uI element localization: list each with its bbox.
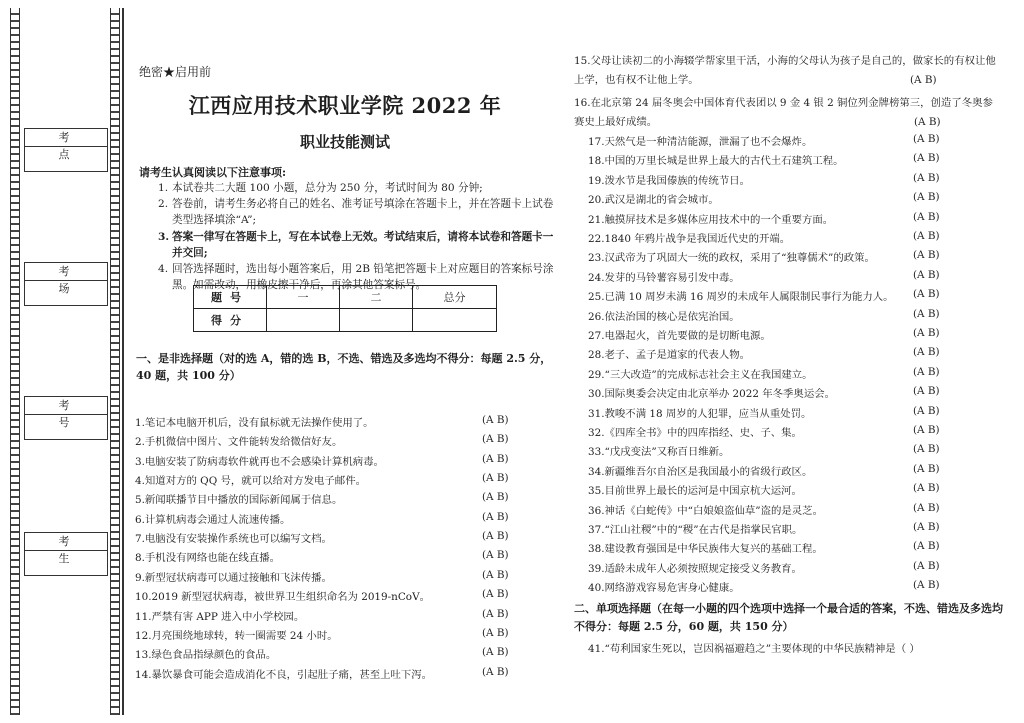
binding-rail-right [110, 8, 120, 715]
notice-item [158, 229, 556, 261]
question-text: 13.绿色食品指绿颜色的食品。 [135, 649, 277, 662]
question-options: (A B) [914, 113, 941, 132]
question-item [135, 414, 523, 429]
question-options: (A B) [913, 482, 940, 495]
exam-number-label: 考号 [25, 397, 107, 415]
question-text: 19.泼水节是我国傣族的传统节日。 [588, 174, 750, 187]
question-item [588, 308, 970, 323]
question-text: 26.依法治国的核心是依宪治国。 [588, 310, 740, 323]
question-options: (A B) [913, 365, 940, 378]
question-item [135, 666, 523, 681]
score-header-cell: 总分 [413, 286, 497, 309]
question-item [588, 288, 970, 303]
notice-item [158, 180, 556, 196]
question-item [588, 540, 970, 555]
score-table [193, 285, 497, 332]
question-item [588, 424, 970, 439]
question-options: (A B) [482, 452, 509, 465]
notice-item-number: 4. [158, 263, 169, 276]
candidate-label: 考生 [25, 533, 107, 551]
question-text: 32.《四库全书》中的四库指经、史、子、集。 [588, 427, 802, 439]
question-text: 40.网络游戏容易危害身心健康。 [588, 582, 740, 595]
question-options: (A B) [913, 559, 940, 572]
question-item [588, 579, 970, 594]
candidate-field [24, 532, 108, 576]
question-item [588, 405, 970, 420]
question-text: 31.教唆不满 18 周岁的人犯罪，应当从重处罚。 [588, 407, 812, 420]
question-text: 5.新闻联播节目中播放的国际新闻属于信息。 [135, 494, 343, 507]
question-item [135, 472, 523, 487]
question-options: (A B) [913, 385, 940, 398]
question-options: (A B) [482, 549, 509, 562]
question-options: (A B) [482, 626, 509, 639]
question-item [588, 172, 970, 187]
question-options: (A B) [913, 346, 940, 359]
question-text: 39.适龄未成年人必须按照规定接受义务教育。 [588, 562, 802, 575]
score-header-cell: 二 [340, 286, 413, 309]
question-item [588, 560, 970, 575]
question-item [135, 530, 523, 545]
section2-title: 二、单项选择题（在每一小题的四个选项中选择一个最合适的答案，不选、错选及多选均不得分：每题 2.5 分，60 题，共 150 分） [574, 602, 1003, 633]
score-table-header-row [194, 286, 497, 309]
notice-item-number: 1. [158, 182, 169, 194]
question-text: 25.已满 10 周岁未满 16 周岁的未成年人属限制民事行为能力人。 [588, 291, 894, 304]
binding-rail-left [10, 8, 20, 715]
question-text: 16.在北京第 24 届冬奥会中国体育代表团以 9 金 4 银 2 铜位列金牌榜第三，创造了冬奥参赛史上最好成绩。 [574, 97, 993, 128]
question-item [135, 511, 523, 526]
question-options: (A B) [482, 646, 509, 659]
question-text: 24.发芽的马铃薯容易引发中毒。 [588, 271, 740, 284]
question-text: 30.国际奥委会决定由北京举办 2022 年冬季奥运会。 [588, 388, 835, 401]
question-item [588, 152, 970, 167]
exam-site-label: 考点 [25, 129, 107, 147]
question-options: (A B) [913, 230, 940, 242]
exam-title: 江西应用技术职业学院 2022 年 [188, 93, 502, 118]
binding-edge-line [122, 8, 124, 715]
question-item [588, 463, 970, 478]
question-text: 2.手机微信中图片、文件能转发给微信好友。 [135, 436, 343, 449]
question-item [588, 269, 970, 284]
section1-title: 一、是非选择题（对的选 A，错的选 B，不选、错选及多选均不得分：每题 2.5 分，40 题，共 100 分） [136, 352, 552, 382]
exam-number-field [24, 396, 108, 440]
question-item [588, 230, 970, 245]
question-item [588, 191, 970, 206]
question-text: 36.神话《白蛇传》中“白娘娘盗仙草”盗的是灵芝。 [588, 504, 823, 517]
notice-item-text: 答卷前，请考生务必将自己的姓名、准考证号填涂在答题卡上，并在答题卡上试卷类型选择填涂“A”; [172, 198, 554, 227]
question-options: (A B) [913, 521, 940, 533]
question-text: 22.1840 年鸦片战争是我国近代史的开端。 [588, 233, 791, 245]
question-options: (A B) [913, 307, 940, 320]
secret-mark: 绝密★启用前 [139, 65, 212, 79]
question-options: (A B) [482, 530, 509, 543]
question-item [588, 346, 970, 361]
question-options: (A B) [913, 191, 940, 204]
question-item [588, 133, 970, 148]
score-cell [340, 309, 413, 332]
question-options: (A B) [913, 268, 940, 281]
question-options: (A B) [482, 414, 509, 426]
question-options: (A B) [482, 433, 509, 446]
question-options: (A B) [913, 152, 940, 165]
question-text: 20.武汉是湖北的省会城市。 [588, 194, 719, 207]
question-options: (A B) [913, 501, 940, 514]
question-41: 41.“苟利国家生死以，岂因祸福避趋之”主要体现的中华民族精神是（ ） [588, 643, 920, 655]
notice-item-text: 本试卷共二大题 100 小题，总分为 250 分，考试时间为 80 分钟; [172, 182, 483, 194]
question-text: 29.“三大改造”的完成标志社会主义在我国建立。 [588, 368, 813, 381]
notice-heading: 请考生认真阅读以下注意事项: [139, 166, 287, 179]
question-options: (A B) [482, 607, 509, 620]
question-text: 37.“江山社稷”中的“稷”在古代是指掌民官职。 [588, 524, 803, 536]
score-label-cell: 得分 [194, 309, 267, 332]
question-item [588, 249, 970, 264]
question-text: 38.建设教育强国是中华民族伟大复兴的基础工程。 [588, 543, 823, 556]
question-item [588, 327, 970, 342]
question-options: (A B) [913, 462, 940, 475]
question-text: 34.新疆维吾尔自治区是我国最小的省级行政区。 [588, 465, 813, 478]
question-text: 4.知道对方的 QQ 号，就可以给对方发电子邮件。 [135, 475, 366, 488]
notice-item-number: 3. [158, 230, 170, 243]
question-item [588, 366, 970, 381]
question-text: 10.2019 新型冠状病毒，被世界卫生组织命名为 2019-nCoV。 [135, 591, 430, 604]
question-16 [574, 94, 1000, 132]
question-item [135, 588, 523, 603]
question-item [135, 433, 523, 448]
question-options: (A B) [913, 424, 940, 436]
score-table-score-row [194, 309, 497, 332]
score-header-cell: 一 [267, 286, 340, 309]
question-options: (A B) [482, 472, 509, 485]
question-item [588, 482, 970, 497]
question-options: (A B) [482, 588, 509, 601]
question-options: (A B) [913, 171, 940, 184]
score-header-cell: 题号 [194, 286, 267, 309]
question-options: (A B) [913, 249, 940, 262]
question-text: 17.天然气是一种清洁能源，泄漏了也不会爆炸。 [588, 136, 813, 148]
question-text: 35.目前世界上最长的运河是中国京杭大运河。 [588, 485, 802, 498]
question-item [588, 385, 970, 400]
question-options: (A B) [482, 510, 509, 523]
question-text: 7.电脑没有安装操作系统也可以编写文档。 [135, 533, 332, 546]
question-options: (A B) [482, 665, 509, 678]
question-text: 1.笔记本电脑开机后，没有鼠标就无法操作使用了。 [135, 417, 374, 429]
question-options: (A B) [913, 579, 940, 592]
question-item [135, 491, 523, 506]
exam-subtitle: 职业技能测试 [299, 133, 390, 151]
question-15 [574, 52, 1000, 90]
question-text: 33.“戊戌变法”又称百日维新。 [588, 446, 730, 459]
question-item [588, 521, 970, 536]
exam-room-field [24, 262, 108, 306]
score-cell [267, 309, 340, 332]
question-options: (A B) [913, 327, 940, 339]
question-item [135, 608, 523, 623]
notice-item [158, 196, 556, 228]
question-item [135, 569, 523, 584]
question-text: 11.严禁有害 APP 进入中小学校园。 [135, 610, 305, 623]
question-text: 8.手机没有网络也能在线直播。 [135, 552, 280, 565]
question-item [588, 443, 970, 458]
exam-room-label: 考场 [25, 263, 107, 281]
question-item [135, 453, 523, 468]
question-options: (A B) [482, 491, 509, 504]
question-text: 27.电器起火，首先要做的是切断电源。 [588, 330, 771, 342]
question-options: (A B) [910, 71, 937, 90]
question-options: (A B) [913, 540, 940, 553]
question-item [588, 211, 970, 226]
question-text: 15.父母让读初二的小海辍学帮家里干活，小海的父母认为孩子是自己的，做家长的有权让他上学，也有权不让他上学。 [574, 55, 996, 86]
question-options: (A B) [913, 133, 940, 145]
notice-list [158, 180, 556, 293]
question-text: 21.触摸屏技术是多媒体应用技术中的一个重要方面。 [588, 213, 834, 226]
score-cell [413, 309, 497, 332]
question-text: 9.新型冠状病毒可以通过接触和飞沫传播。 [135, 571, 332, 584]
question-text: 6.计算机病毒会通过人流速传播。 [135, 513, 291, 526]
question-text: 23.汉武帝为了巩固大一统的政权，采用了“独尊儒术”的政策。 [588, 252, 875, 265]
notice-item-text: 回答选择题时，选出每小题答案后，用 2B 铅笔把答题卡上对应题目的答案标号涂黑。如需改动，用橡皮擦干净后，再涂其他答案标号。 [172, 263, 554, 292]
notice-item-number: 2. [158, 198, 169, 211]
question-text: 14.暴饮暴食可能会造成消化不良，引起肚子痛，甚至上吐下泻。 [135, 668, 433, 681]
question-text: 3.电脑安装了防病毒软件就再也不会感染计算机病毒。 [135, 455, 384, 468]
question-options: (A B) [913, 288, 940, 301]
question-item [588, 502, 970, 517]
question-options: (A B) [913, 404, 940, 417]
question-item [135, 627, 523, 642]
binding-strip [10, 0, 132, 723]
notice-item-text: 答案一律写在答题卡上，写在本试卷上无效。考试结束后，请将本试卷和答题卡一并交回; [172, 230, 554, 259]
question-text: 18.中国的万里长城是世界上最大的古代土石建筑工程。 [588, 155, 844, 168]
exam-site-field [24, 128, 108, 172]
question-item [135, 549, 523, 564]
question-options: (A B) [913, 443, 940, 456]
question-text: 12.月亮围绕地球转，转一圈需要 24 小时。 [135, 629, 338, 642]
question-options: (A B) [482, 568, 509, 581]
question-options: (A B) [913, 210, 940, 223]
question-text: 28.老子、孟子是道家的代表人物。 [588, 349, 750, 362]
question-item [135, 646, 523, 661]
